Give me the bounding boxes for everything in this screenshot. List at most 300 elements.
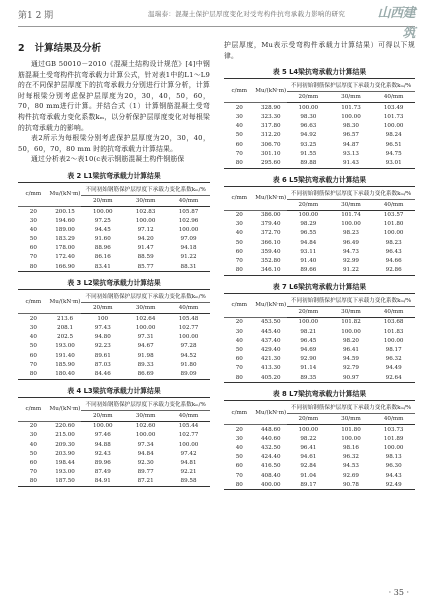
- table-cell: 96.49: [342, 239, 359, 246]
- table-cell: 91.47: [137, 245, 154, 252]
- table-cell: 97.31: [137, 334, 154, 341]
- table-row: [18, 360, 210, 369]
- table-cell: 92.84: [300, 463, 317, 470]
- table-cell: 88.31: [180, 263, 197, 270]
- table-cell: 50: [29, 236, 37, 243]
- table-cell: 60: [235, 248, 243, 255]
- paragraph: 通过GB 50010－2010《混凝土结构设计规范》[4]中钢筋混凝土受弯构件抗弯承载力计算公式，针对表1中的L1～L9的在不同保护层厚度下的抗弯承载力分别进行计算分析，计算时每根梁分别考虑保护层厚度为20，30，40，50，60，70，80 mm进行计算。并结合式（1）计算钢筋混凝土受弯构件抗弯承载力变化系数kₘ，以分析保护层厚度变化对每根梁的抗弯承载力的影响。: [18, 60, 210, 132]
- table-cell: 50: [29, 450, 37, 457]
- table-cell: 89.09: [180, 370, 197, 377]
- table-cell: 80: [235, 481, 243, 488]
- col-header-group: 不同初始钢筋保护层厚度下承载力变化系数kₘ/%: [81, 397, 210, 410]
- table-cell: 96.32: [342, 454, 359, 461]
- table-cell: 100.00: [298, 426, 319, 433]
- col-header-sub: 40/mm: [167, 303, 210, 314]
- col-header-sub: 40/mm: [167, 195, 210, 206]
- table-cell: 87.49: [94, 469, 111, 476]
- result-table: [224, 186, 415, 276]
- data-table-block: [18, 385, 210, 487]
- table-cell: 102.60: [135, 423, 156, 430]
- table-cell: 100.00: [341, 221, 361, 228]
- table-cell: 187.50: [55, 478, 75, 485]
- table-cell: 98.30: [342, 123, 359, 130]
- right-column: [224, 40, 415, 490]
- table-cell: 94.73: [342, 248, 359, 255]
- left-tables: [18, 170, 210, 487]
- table-cell: 89.77: [137, 469, 154, 476]
- table-row: [224, 210, 415, 220]
- table-cell: 94.84: [137, 450, 154, 457]
- table-cell: 445.40: [260, 328, 281, 335]
- col-header-sub: 20/mm: [287, 414, 330, 425]
- col-header-sub: 30/mm: [124, 303, 167, 314]
- col-header-mu: Mu/(kN·m): [255, 401, 287, 425]
- table-cell: 98.23: [385, 239, 402, 246]
- table-cell: 30: [235, 328, 243, 335]
- table-cell: 92.23: [94, 343, 111, 350]
- table-cell: 386.00: [260, 212, 281, 219]
- table-cell: 352.80: [260, 258, 281, 265]
- table-cell: 40: [29, 334, 37, 341]
- table-cell: 453.50: [260, 319, 281, 326]
- table-cell: 183.29: [55, 236, 75, 243]
- table-cell: 20: [29, 208, 37, 215]
- col-header-sub: 30/mm: [330, 199, 373, 210]
- table-row: [224, 112, 415, 121]
- table-row: [224, 103, 415, 113]
- journal-logo: 山西建筑: [377, 6, 415, 41]
- col-header-mu: Mu/(kN·m): [49, 182, 82, 206]
- table-cell: 50: [235, 346, 243, 353]
- table-cell: 98.24: [385, 132, 402, 139]
- table-cell: 93.11: [300, 248, 317, 255]
- table-cell: 105.48: [178, 315, 199, 322]
- table-cell: 429.40: [260, 346, 281, 353]
- table-cell: 208.1: [57, 325, 74, 332]
- table-cell: 91.40: [300, 258, 317, 265]
- table-cell: 97.09: [180, 236, 197, 243]
- table-row: [224, 247, 415, 256]
- table-cell: 20: [235, 212, 243, 219]
- table-cell: 100.00: [135, 432, 156, 439]
- table-cell: 98.20: [342, 337, 359, 344]
- table-cell: 40: [235, 337, 243, 344]
- table-row: [18, 333, 210, 342]
- table-cell: 102.64: [135, 315, 156, 322]
- table-cell: 86.69: [137, 370, 154, 377]
- result-table: [18, 289, 210, 379]
- table-cell: 102.83: [135, 208, 156, 215]
- table-cell: 89.33: [137, 361, 154, 368]
- table-row: [224, 229, 415, 238]
- table-cell: 96.43: [385, 248, 402, 255]
- table-cell: 209.30: [55, 441, 75, 448]
- table-cell: 94.88: [94, 441, 111, 448]
- table-cell: 85.77: [137, 263, 154, 270]
- table-cell: 89.58: [180, 478, 197, 485]
- data-table-block: [224, 174, 415, 276]
- table-cell: 379.40: [260, 221, 281, 228]
- table-row: [224, 355, 415, 364]
- table-cell: 94.66: [385, 258, 402, 265]
- col-header-sub: 30/mm: [330, 92, 373, 103]
- table-cell: 89.96: [94, 459, 111, 466]
- table-cell: 97.43: [94, 325, 111, 332]
- table-cell: 60: [235, 356, 243, 363]
- table-cell: 100.00: [341, 435, 361, 442]
- table-cell: 70: [29, 254, 37, 261]
- table-cell: 70: [235, 150, 243, 157]
- table-cell: 94.53: [342, 463, 359, 470]
- table-cell: 100.00: [341, 113, 361, 120]
- table-cell: 30: [29, 217, 37, 224]
- table-cell: 93.13: [342, 150, 359, 157]
- table-caption: 表 4 L3梁抗弯承载力计算结果: [67, 386, 161, 395]
- table-cell: 98.29: [300, 221, 317, 228]
- col-header-group: 不同初始钢筋保护层厚度下承载力变化系数kₘ/%: [287, 79, 415, 92]
- table-row: [18, 458, 210, 467]
- paragraph: 通过分析表2～表10(c表示钢筋混凝土构件钢筋保: [31, 155, 185, 164]
- table-cell: 100.00: [341, 328, 361, 335]
- table-row: [224, 158, 415, 168]
- table-cell: 100.00: [298, 319, 319, 326]
- table-cell: 30: [235, 435, 243, 442]
- table-cell: 60: [235, 463, 243, 470]
- table-row: [224, 444, 415, 453]
- table-cell: 70: [235, 472, 243, 479]
- col-header-sub: 40/mm: [372, 306, 415, 317]
- table-cell: 89.17: [300, 481, 317, 488]
- table-cell: 312.20: [260, 132, 281, 139]
- table-row: [18, 477, 210, 487]
- table-cell: 100.00: [383, 337, 404, 344]
- table-cell: 20: [235, 426, 243, 433]
- table-cell: 50: [235, 454, 243, 461]
- table-cell: 295.60: [260, 159, 281, 166]
- col-header-c: c/mm: [18, 397, 49, 421]
- table-cell: 102.77: [178, 325, 199, 332]
- result-table: [224, 293, 415, 383]
- table-cell: 301.10: [260, 150, 281, 157]
- table-cell: 185.90: [55, 361, 75, 368]
- table-row: [224, 462, 415, 471]
- table-cell: 98.22: [300, 435, 317, 442]
- table-cell: 92.86: [385, 267, 402, 274]
- table-row: [224, 471, 415, 480]
- table-row: [18, 449, 210, 458]
- table-cell: 60: [29, 352, 37, 359]
- table-cell: 50: [235, 132, 243, 139]
- col-header-sub: 30/mm: [124, 195, 167, 206]
- col-header-sub: 40/mm: [372, 414, 415, 425]
- table-caption: 表 2 L1梁抗弯承载力计算结果: [67, 171, 161, 180]
- result-table: [18, 397, 210, 487]
- table-cell: 89.66: [300, 267, 317, 274]
- table-caption: 表 5 L4梁抗弯承载力计算结果: [272, 68, 367, 77]
- table-cell: 359.40: [260, 248, 281, 255]
- section-title: 计算结果及分析: [34, 43, 102, 54]
- col-header-group: 不同初始钢筋保护层厚度下承载力变化系数kₘ/%: [81, 290, 210, 303]
- table-cell: 89.88: [300, 159, 317, 166]
- table-cell: 92.99: [342, 258, 359, 265]
- col-header-sub: 20/mm: [81, 195, 124, 206]
- table-cell: 189.00: [55, 226, 75, 233]
- table-cell: 94.80: [94, 334, 111, 341]
- table-cell: 40: [29, 226, 37, 233]
- table-cell: 40: [235, 230, 243, 237]
- paragraph: 护层厚度，Mu表示受弯构件承载力计算结果）可得以下规律。: [224, 41, 415, 60]
- col-header-c: c/mm: [224, 186, 255, 210]
- table-caption: 表 3 L2梁抗弯承载力计算结果: [67, 279, 161, 288]
- col-header-sub: 30/mm: [330, 306, 373, 317]
- table-cell: 91.04: [300, 472, 317, 479]
- table-cell: 94.61: [300, 454, 317, 461]
- table-cell: 88.96: [94, 245, 111, 252]
- table-cell: 40: [29, 441, 37, 448]
- table-cell: 96.57: [342, 132, 359, 139]
- table-row: [224, 266, 415, 276]
- table-cell: 96.41: [342, 346, 359, 353]
- table-cell: 172.40: [55, 254, 75, 261]
- table-cell: 372.70: [260, 230, 281, 237]
- table-cell: 101.73: [341, 104, 361, 111]
- col-header-sub: 20/mm: [81, 410, 124, 421]
- data-table-block: [18, 277, 210, 379]
- table-cell: 203.90: [55, 450, 75, 457]
- data-table-block: [18, 170, 210, 272]
- table-row: [18, 262, 210, 272]
- table-cell: 92.69: [342, 472, 359, 479]
- table-caption: 表 7 L6梁抗弯承载力计算结果: [272, 282, 367, 291]
- table-cell: 94.18: [180, 245, 197, 252]
- table-cell: 166.90: [55, 263, 75, 270]
- table-cell: 306.70: [260, 141, 281, 148]
- table-cell: 93.01: [385, 159, 402, 166]
- col-header-sub: 20/mm: [287, 306, 330, 317]
- table-cell: 105.44: [178, 423, 199, 430]
- table-cell: 215.00: [55, 432, 75, 439]
- table-cell: 413.30: [260, 365, 281, 372]
- table-cell: 30: [29, 325, 37, 332]
- table-cell: 100: [97, 315, 109, 322]
- table-cell: 94.81: [180, 459, 197, 466]
- table-cell: 440.60: [260, 435, 281, 442]
- table-cell: 94.45: [94, 226, 111, 233]
- table-cell: 100.00: [135, 325, 156, 332]
- table-row: [18, 440, 210, 449]
- table-cell: 91.43: [342, 159, 359, 166]
- table-cell: 198.44: [55, 459, 75, 466]
- table-cell: 20: [235, 104, 243, 111]
- table-row: [18, 351, 210, 360]
- table-row: [224, 434, 415, 443]
- table-cell: 102.77: [178, 432, 199, 439]
- table-cell: 101.83: [383, 328, 404, 335]
- table-cell: 94.87: [342, 141, 359, 148]
- table-cell: 97.46: [94, 432, 111, 439]
- table-row: [224, 140, 415, 149]
- table-cell: 96.63: [300, 123, 317, 130]
- table-cell: 328.90: [260, 104, 281, 111]
- col-header-c: c/mm: [18, 182, 49, 206]
- col-header-sub: 20/mm: [287, 92, 330, 103]
- table-row: [18, 253, 210, 262]
- table-row: [224, 425, 415, 435]
- table-cell: 60: [29, 245, 37, 252]
- table-cell: 60: [29, 459, 37, 466]
- table-cell: 91.60: [94, 236, 111, 243]
- col-header-mu: Mu/(kN·m): [255, 79, 287, 103]
- table-cell: 94.75: [385, 150, 402, 157]
- table-cell: 400.00: [260, 481, 281, 488]
- col-header-sub: 40/mm: [372, 199, 415, 210]
- table-cell: 98.17: [385, 346, 402, 353]
- table-cell: 80: [235, 159, 243, 166]
- table-cell: 101.80: [383, 221, 404, 228]
- col-header-c: c/mm: [224, 79, 255, 103]
- table-cell: 40: [235, 445, 243, 452]
- col-header-group: 不同初始钢筋保护层厚度下承载力变化系数kₘ/%: [81, 182, 210, 195]
- table-row: [224, 453, 415, 462]
- table-cell: 87.21: [137, 478, 154, 485]
- table-cell: 70: [235, 258, 243, 265]
- table-caption: 表 8 L7梁抗弯承载力计算结果: [272, 390, 367, 399]
- table-cell: 80: [235, 267, 243, 274]
- table-cell: 94.52: [180, 352, 197, 359]
- table-row: [18, 314, 210, 324]
- table-cell: 94.43: [385, 472, 402, 479]
- table-cell: 193.00: [55, 343, 75, 350]
- table-cell: 421.30: [260, 356, 281, 363]
- table-cell: 20: [29, 315, 37, 322]
- table-cell: 97.25: [94, 217, 111, 224]
- table-cell: 103.68: [383, 319, 404, 326]
- left-column: [18, 40, 210, 487]
- table-cell: 96.30: [385, 463, 402, 470]
- table-row: [18, 468, 210, 477]
- table-cell: 100.00: [298, 212, 319, 219]
- section-heading: [18, 40, 210, 54]
- table-cell: 101.74: [341, 212, 361, 219]
- table-cell: 98.23: [342, 230, 359, 237]
- table-cell: 83.41: [94, 263, 111, 270]
- table-cell: 30: [29, 432, 37, 439]
- table-cell: 91.22: [342, 267, 359, 274]
- table-cell: 432.50: [260, 445, 281, 452]
- table-cell: 100.00: [383, 230, 404, 237]
- running-header: [18, 6, 415, 41]
- table-cell: 101.73: [383, 113, 404, 120]
- table-cell: 80: [29, 478, 37, 485]
- table-cell: 194.60: [55, 217, 75, 224]
- table-cell: 91.55: [300, 150, 317, 157]
- table-cell: 408.40: [260, 472, 281, 479]
- table-cell: 92.79: [342, 365, 359, 372]
- table-cell: 346.10: [260, 267, 281, 274]
- data-table-block: [224, 388, 415, 490]
- table-cell: 20: [29, 423, 37, 430]
- table-row: [224, 238, 415, 247]
- table-row: [224, 317, 415, 327]
- table-cell: 84.91: [94, 478, 111, 485]
- table-cell: 202.5: [57, 334, 74, 341]
- table-row: [224, 256, 415, 265]
- col-header-c: c/mm: [224, 293, 255, 317]
- table-cell: 101.80: [341, 426, 361, 433]
- table-cell: 50: [235, 239, 243, 246]
- table-cell: 88.59: [137, 254, 154, 261]
- table-cell: 213.6: [57, 315, 74, 322]
- table-cell: 80: [235, 374, 243, 381]
- table-cell: 200.15: [55, 208, 75, 215]
- table-cell: 105.87: [178, 208, 199, 215]
- table-row: [18, 421, 210, 431]
- table-cell: 416.50: [260, 463, 281, 470]
- col-header-group: 不同初始钢筋保护层厚度下承载力变化系数kₘ/%: [287, 293, 415, 306]
- table-cell: 102.96: [178, 217, 199, 224]
- table-cell: 97.42: [180, 450, 197, 457]
- table-cell: 70: [235, 365, 243, 372]
- table-cell: 220.60: [55, 423, 75, 430]
- table-cell: 60: [235, 141, 243, 148]
- table-cell: 448.60: [260, 426, 281, 433]
- table-cell: 100.00: [92, 423, 113, 430]
- table-cell: 437.40: [260, 337, 281, 344]
- table-row: [224, 345, 415, 354]
- table-row: [18, 244, 210, 253]
- col-header-sub: 30/mm: [124, 410, 167, 421]
- col-header-sub: 40/mm: [167, 410, 210, 421]
- table-cell: 98.13: [385, 454, 402, 461]
- table-cell: 100.00: [178, 226, 199, 233]
- table-row: [224, 364, 415, 373]
- paragraph: 表2所示为每根梁分别考虑保护层厚度为20，30，40，50，60，70，80 mm 时的抗弯承载力计算结果。: [18, 134, 210, 153]
- table-cell: 98.16: [342, 445, 359, 452]
- table-cell: 323.30: [260, 113, 281, 120]
- table-row: [224, 149, 415, 158]
- table-cell: 40: [235, 123, 243, 130]
- col-header-sub: 40/mm: [372, 92, 415, 103]
- table-cell: 97.28: [180, 343, 197, 350]
- data-table-block: [224, 281, 415, 383]
- table-cell: 96.45: [300, 337, 317, 344]
- table-row: [18, 342, 210, 351]
- col-header-sub: 20/mm: [81, 303, 124, 314]
- table-row: [224, 373, 415, 383]
- table-cell: 191.40: [55, 352, 75, 359]
- table-cell: 103.49: [383, 104, 404, 111]
- table-cell: 30: [235, 113, 243, 120]
- table-cell: 89.35: [300, 374, 317, 381]
- result-table: [224, 400, 415, 490]
- result-table: [224, 78, 415, 168]
- table-cell: 100.00: [178, 441, 199, 448]
- table-cell: 87.03: [94, 361, 111, 368]
- table-cell: 94.69: [300, 346, 317, 353]
- table-cell: 98.21: [300, 328, 317, 335]
- table-row: [224, 480, 415, 490]
- table-cell: 70: [29, 469, 37, 476]
- col-header-sub: 30/mm: [330, 414, 373, 425]
- table-cell: 424.40: [260, 454, 281, 461]
- table-cell: 101.89: [383, 435, 404, 442]
- table-cell: 91.14: [300, 365, 317, 372]
- table-row: [224, 327, 415, 336]
- table-cell: 91.98: [137, 352, 154, 359]
- page-number: · 35 ·: [388, 588, 409, 597]
- table-row: [224, 131, 415, 140]
- table-cell: 100.00: [383, 445, 404, 452]
